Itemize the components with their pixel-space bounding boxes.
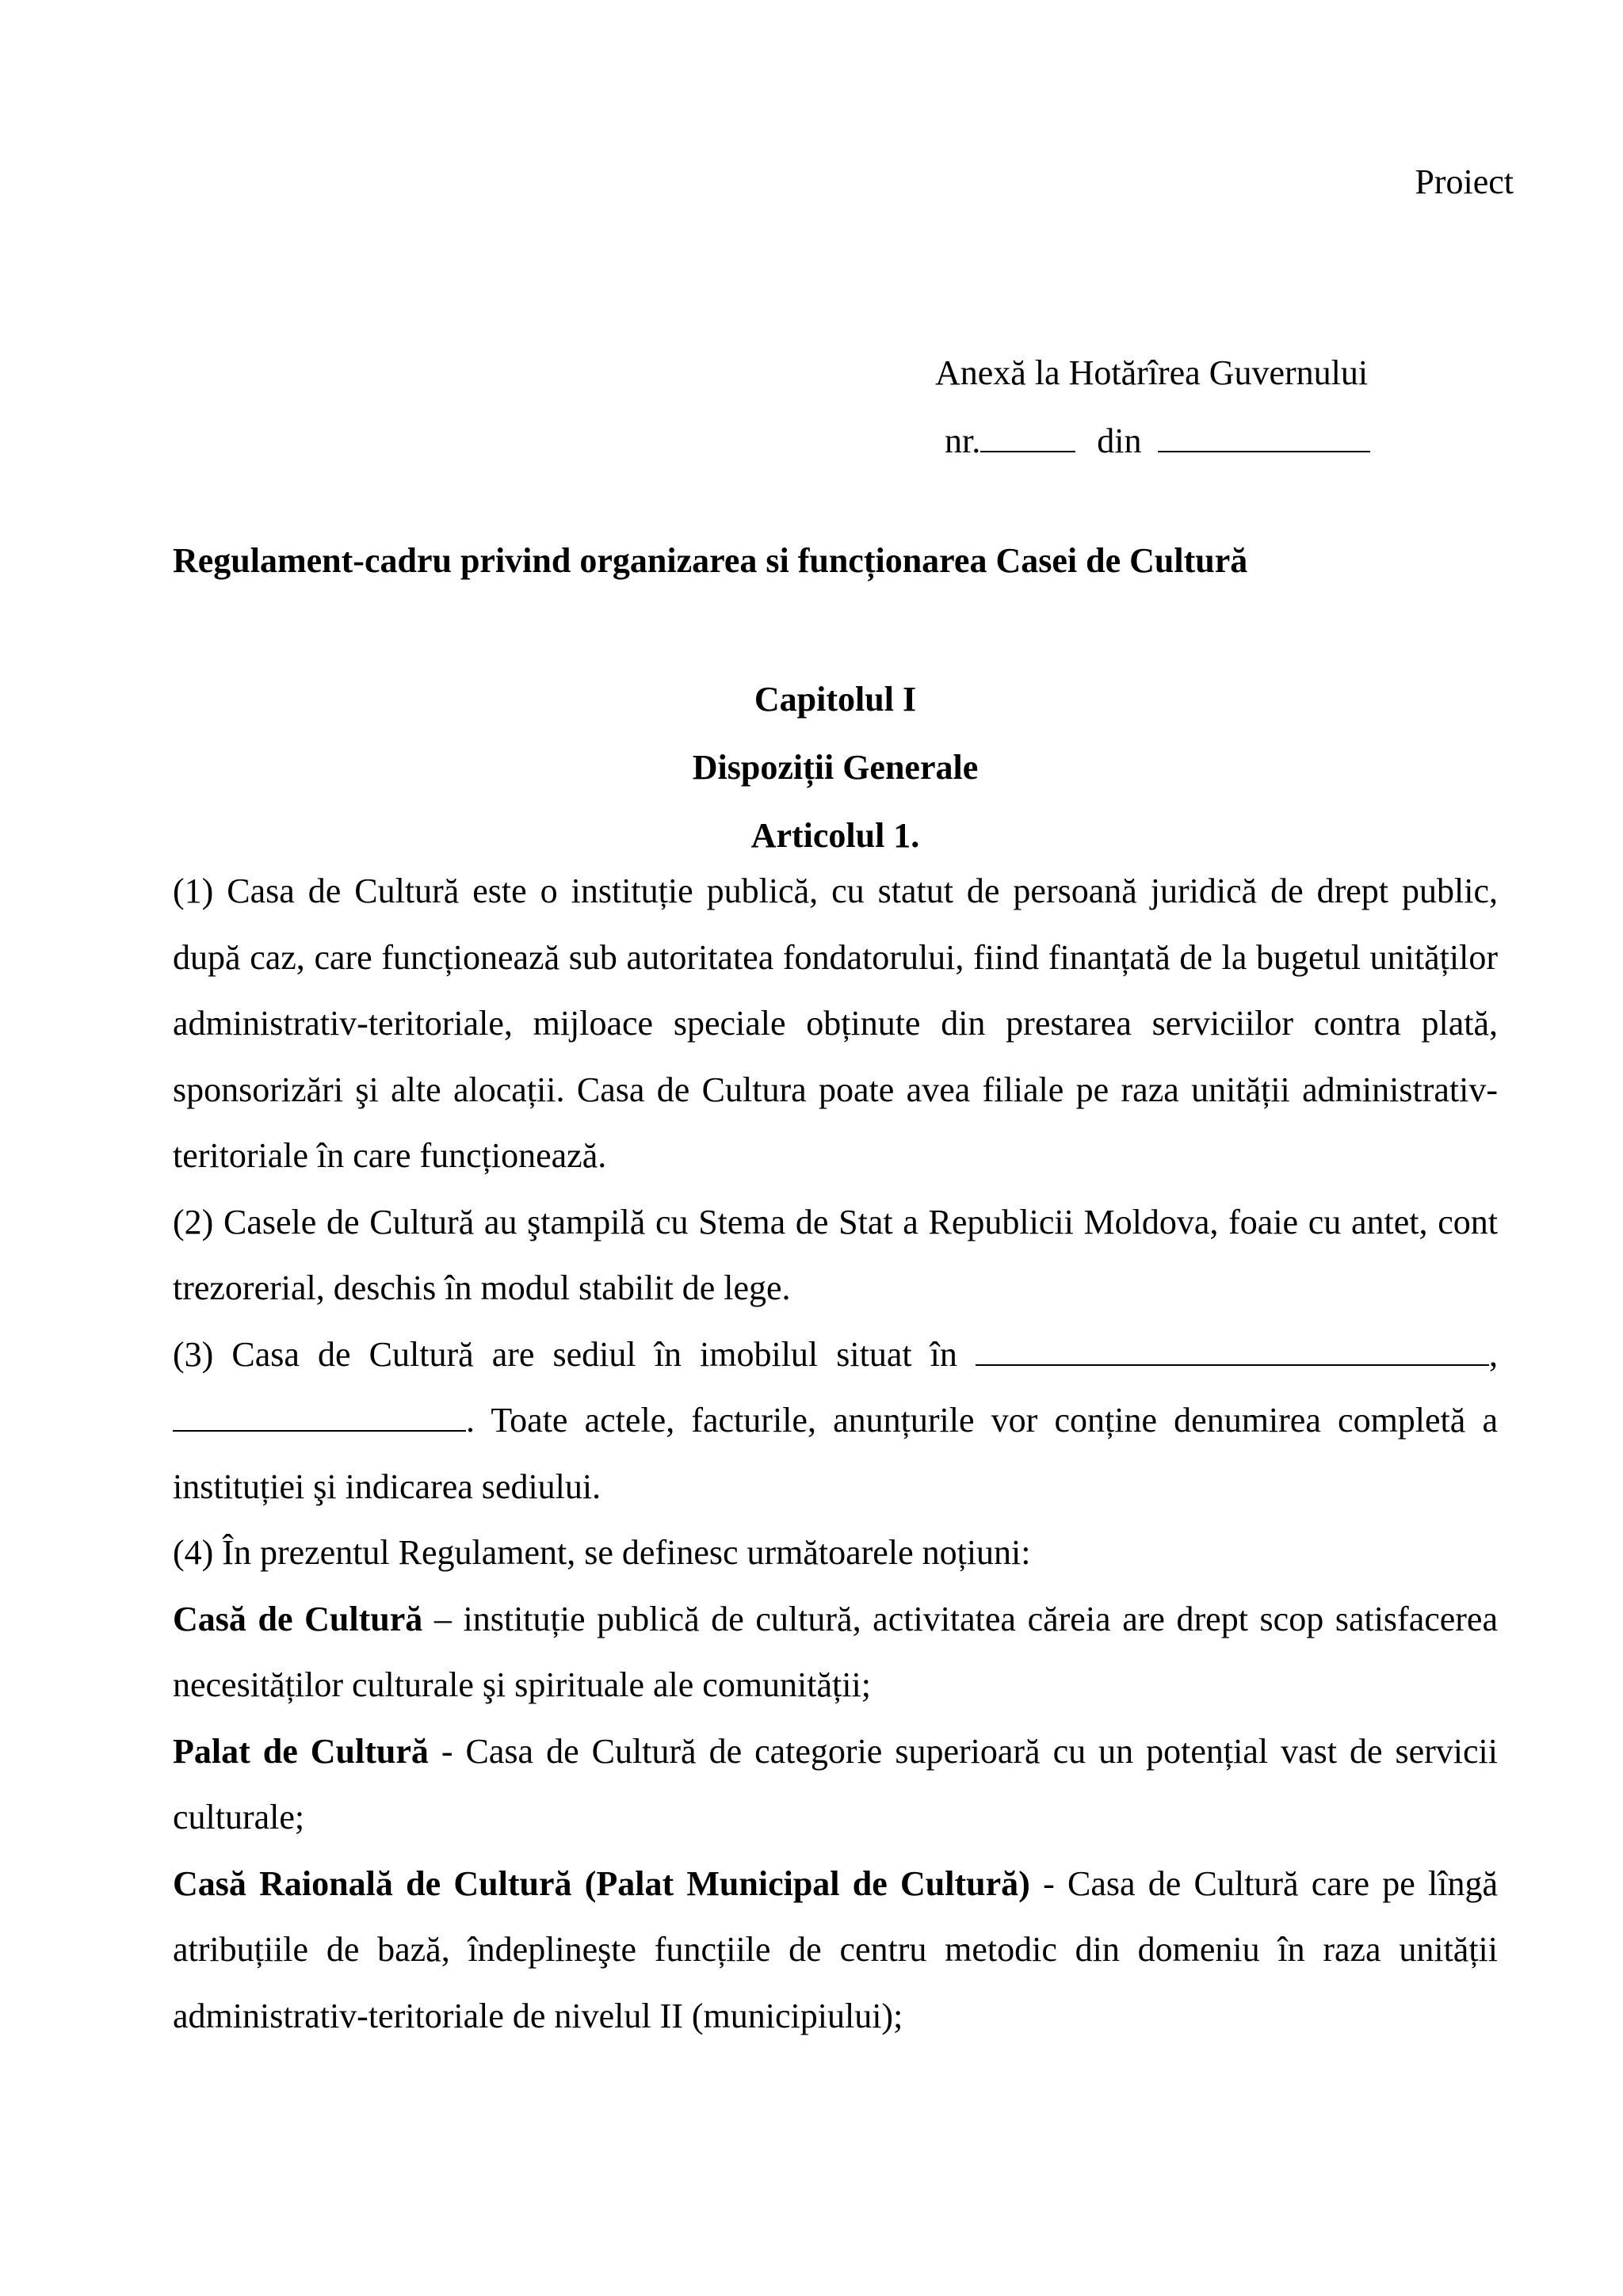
paragraph-2: (2) Casele de Cultură au ştampilă cu Stema de Stat a Republicii Moldova, foaie cu antet, cont trezorerial, deschis în modul stabilit de lege.	[173, 1202, 1498, 1307]
annex-nr-label: nr.	[945, 421, 981, 460]
definition-2-text: - Casa de Cultură de categorie superioară cu un potențial vast de servicii culturale;	[173, 1731, 1498, 1836]
chapter-name: Dispoziții Generale	[692, 748, 979, 787]
address-blank-2	[173, 1398, 466, 1432]
paragraph-3-end: . Toate actele, facturile, anunțurile vor conține denumirea completă a instituției şi indicarea sediului.	[173, 1401, 1498, 1506]
definition-3	[173, 1851, 1498, 2050]
paragraph-3	[173, 1322, 1498, 1520]
article-heading: Articolul 1.	[750, 816, 920, 855]
document-title: Regulament-cadru privind organizarea si funcționarea Casei de Cultură	[173, 541, 1248, 580]
paragraph-3-start: (3) Casa de Cultură are sediul în imobilul situat în	[173, 1334, 957, 1374]
annex-date-blank	[1158, 419, 1370, 452]
paragraph-4: (4) În prezentul Regulament, se definesc următoarele noțiuni:	[173, 1533, 1031, 1572]
paragraph-3-comma: ,	[1489, 1334, 1498, 1374]
definition-1-text: – instituție publică de cultură, activitatea căreia are drept scop satisfacerea necesităților culturale şi spirituale ale comunității;	[173, 1599, 1498, 1704]
definition-3-text: - Casa de Cultură care pe lîngă atribuțiile de bază, îndeplineşte funcțiile de centru metodic din domeniu în raza unității administrativ-teritoriale de nivelul II (municipiului);	[173, 1863, 1499, 2035]
annex-din-label: din	[1097, 421, 1142, 460]
annex-number-line	[935, 407, 1569, 475]
annex-nr-blank	[980, 419, 1075, 452]
definition-2-term: Palat de Cultură	[173, 1731, 429, 1771]
definition-1-term: Casă de Cultură	[173, 1599, 423, 1638]
definition-3-term: Casă Raională de Cultură (Palat Municipal de Cultură)	[173, 1863, 1030, 1903]
draft-label: Proiect	[1415, 162, 1514, 201]
annex-reference	[935, 339, 1569, 475]
chapter-number: Capitolul I	[754, 680, 917, 719]
annex-title: Anexă la Hotărîrea Guvernului	[935, 353, 1369, 392]
definition-1	[173, 1586, 1498, 1718]
definition-2	[173, 1718, 1498, 1851]
article-body	[173, 858, 1498, 2049]
chapter-heading	[173, 666, 1498, 870]
address-blank-1	[976, 1333, 1489, 1366]
paragraph-1: (1) Casa de Cultură este o instituție publică, cu statut de persoană juridică de drept public, după caz, care funcționează sub autoritatea fondatorului, fiind finanțată de la bugetul unităților administrativ-teritoriale, mijloace speciale obținute din prestarea serviciilor contra plată, sponsorizări şi alte alocații. Casa de Cultura poate avea filiale pe raza unității administrativ-teritoriale în care funcționează.	[173, 871, 1498, 1175]
